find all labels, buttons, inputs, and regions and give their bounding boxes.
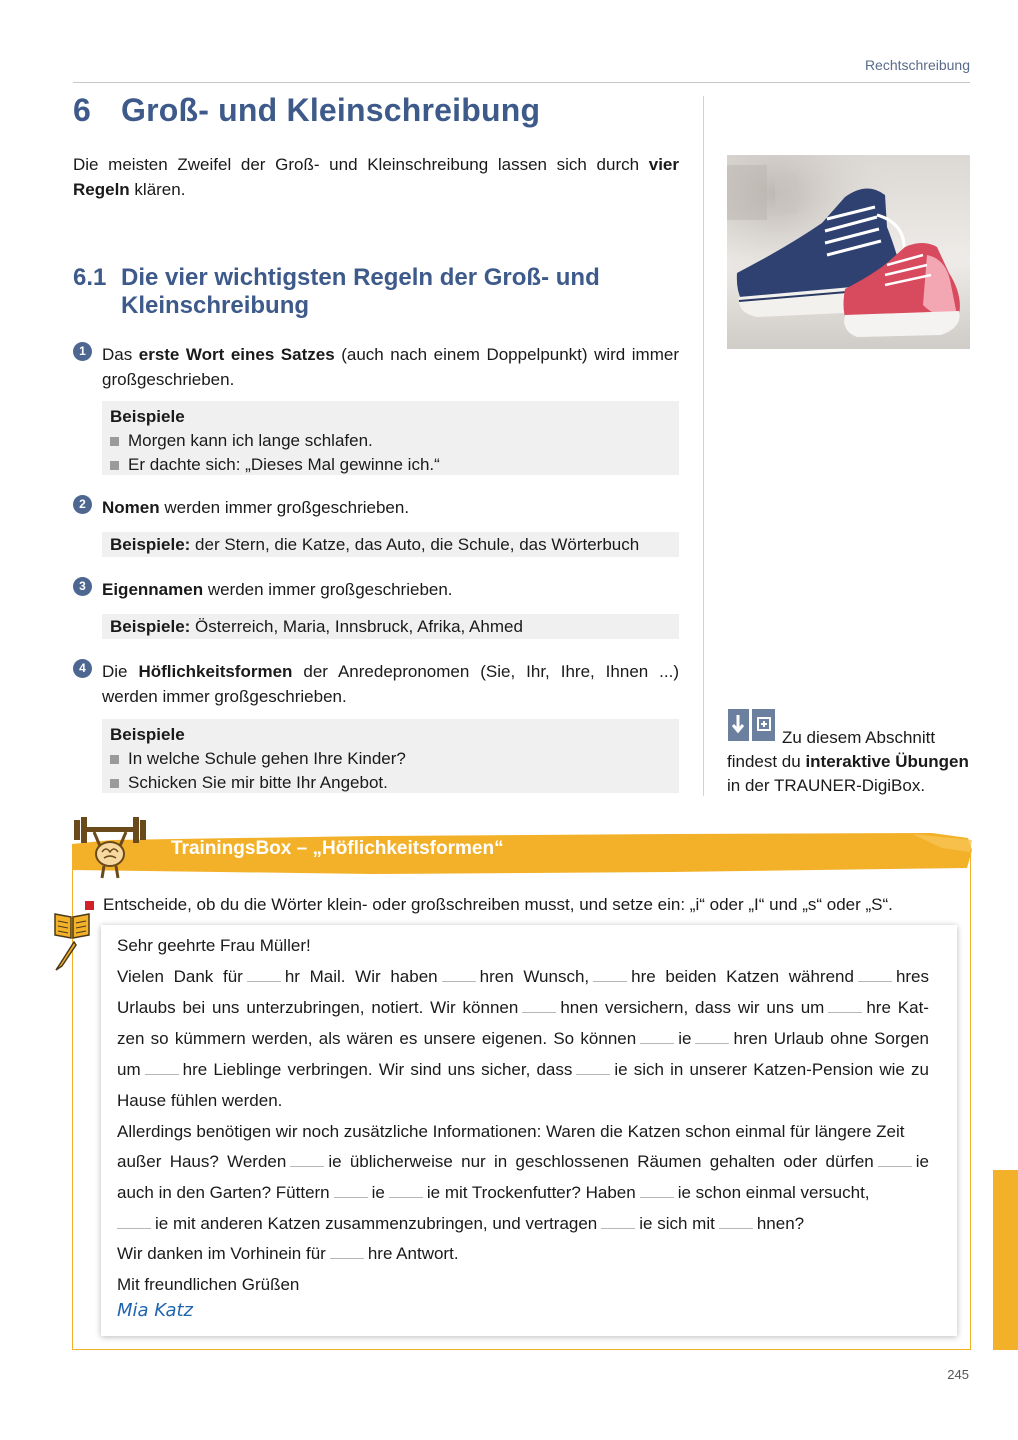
letter-text: um <box>117 1060 141 1079</box>
intro-text-end: klären. <box>129 180 186 199</box>
rule-1-bold: erste Wort eines Satzes <box>138 345 335 364</box>
rule-4-examples <box>102 719 679 793</box>
letter-text: ie üblicherweise nur in geschlossenen Räumen gehalten oder dürfen <box>328 1152 874 1171</box>
rule-number-badge: 2 <box>73 495 92 514</box>
letter-text: zen so kümmern werden, als wären es unsere eigenen. So können <box>117 1029 637 1048</box>
rule-2-text <box>102 495 679 520</box>
letter-closing: Mit freundlichen Grüßen <box>117 1275 300 1294</box>
intro-emphasis: vier Regeln <box>73 155 679 199</box>
fill-in-blank[interactable] <box>442 967 476 982</box>
letter-line: Allerdings benötigen wir noch zusätzliche Informationen: Waren die Katzen schon einmal für längere Zeit <box>117 1122 905 1141</box>
chapter-number: 6 <box>73 92 91 128</box>
rule-3-bold: Eigennamen <box>102 580 204 599</box>
letter-text: hre Kat- <box>866 998 929 1017</box>
rule-2-bold: Nomen <box>102 498 160 517</box>
fill-in-blank[interactable] <box>601 1214 635 1229</box>
letter-text: außer Haus? Werden <box>117 1152 287 1171</box>
digibox-note <box>727 726 977 798</box>
digibox-emphasis: interaktive Übungen <box>805 752 969 771</box>
letter-line <box>117 965 929 989</box>
fill-in-blank[interactable] <box>695 1029 729 1044</box>
examples-heading: Beispiele <box>110 407 185 426</box>
fill-in-blank[interactable] <box>330 1244 364 1259</box>
letter-line <box>117 1027 929 1051</box>
training-box-title: TrainingsBox – „Höflichkeitsformen“ <box>171 838 504 859</box>
letter-text: ie <box>371 1183 385 1202</box>
fill-in-blank[interactable] <box>522 998 556 1013</box>
letter-line <box>117 1058 929 1082</box>
book-pencil-icon <box>52 910 92 972</box>
column-divider <box>703 96 704 796</box>
rule-number-badge: 3 <box>73 577 92 596</box>
fill-in-blank[interactable] <box>719 1214 753 1229</box>
letter-text: hnen? <box>756 1214 805 1233</box>
letter-text: hren Wunsch, <box>479 967 590 986</box>
rule-3-post: werden immer großgeschrieben. <box>203 580 453 599</box>
letter-line <box>117 1242 929 1266</box>
intro-text: Die meisten Zweifel der Groß- und Kleinschreibung lassen sich durch <box>73 155 649 174</box>
letter-text: ie sich mit <box>639 1214 715 1233</box>
example-item: Morgen kann ich lange schlafen. <box>110 429 671 453</box>
letter-signature: Mia Katz <box>117 1300 193 1321</box>
rule-number-badge: 1 <box>73 342 92 361</box>
examples-heading: Beispiele <box>110 725 185 744</box>
letter-text: ie sich in unserer Katzen-Pension wie zu <box>614 1060 929 1079</box>
fill-in-blank[interactable] <box>593 967 627 982</box>
fill-in-blank[interactable] <box>640 1029 674 1044</box>
letter-text: hr Mail. Wir haben <box>284 967 438 986</box>
letter-text: ie schon einmal versucht, <box>677 1183 870 1202</box>
letter-line <box>117 1150 929 1174</box>
fill-in-blank[interactable] <box>878 1152 912 1167</box>
fill-in-blank[interactable] <box>117 1214 151 1229</box>
letter-line: Hause fühlen werden. <box>117 1091 283 1110</box>
rule-2-post: werden immer großgeschrieben. <box>159 498 410 517</box>
letter-text: hren Urlaub ohne Sorgen <box>733 1029 929 1048</box>
brain-weightlifter-icon <box>70 812 150 880</box>
letter-salutation: Sehr geehrte Frau Müller! <box>117 936 311 955</box>
fill-in-blank[interactable] <box>576 1060 610 1075</box>
example-item: Schicken Sie mir bitte Ihr Angebot. <box>110 771 671 795</box>
letter-text: Wir danken im Vorhinein für <box>117 1244 326 1263</box>
rule-3-examples <box>102 614 679 639</box>
examples-heading: Beispiele: <box>110 535 191 554</box>
rule-2-examples <box>102 532 679 557</box>
page-number: 245 <box>947 1367 969 1382</box>
rule-1-examples <box>102 401 679 475</box>
digibox-text-end: in der TRAUNER-DigiBox. <box>727 776 926 795</box>
examples-line: der Stern, die Katze, das Auto, die Schule, das Wörterbuch <box>195 535 640 554</box>
sneakers-photo <box>727 155 970 349</box>
letter-text: Vielen Dank für <box>117 967 243 986</box>
examples-heading: Beispiele: <box>110 617 191 636</box>
example-item: In welche Schule gehen Ihre Kinder? <box>110 747 671 771</box>
header-divider <box>73 82 970 83</box>
rule-1-text <box>102 342 679 392</box>
section-number: 6.1 <box>73 264 107 291</box>
letter-text: ie mit Trockenfutter? Haben <box>426 1183 636 1202</box>
letter-line <box>117 1181 897 1205</box>
chapter-side-tab <box>993 1170 1018 1350</box>
exercise-instruction: Entscheide, ob du die Wörter klein- oder großschreiben musst, und setze ein: „i“ oder „I“ und „s“ oder „S“. <box>103 895 893 914</box>
fill-in-blank[interactable] <box>334 1183 368 1198</box>
fill-in-blank[interactable] <box>145 1060 179 1075</box>
fill-in-blank[interactable] <box>640 1183 674 1198</box>
rule-4-pre: Die <box>102 662 139 681</box>
section-title-text: Die vier wichtigsten Regeln der Groß- und Kleinschreibung <box>121 264 600 319</box>
letter-line <box>117 1212 929 1236</box>
letter-text: ie mit anderen Katzen zusammenzubringen, und vertragen <box>155 1214 598 1233</box>
rule-4-post: der Anredepronomen (Sie, Ihr, Ihre, Ihnen ...) werden immer großgeschrieben. <box>102 662 679 706</box>
letter-text: ie <box>915 1152 929 1171</box>
rule-4-bold: Höflichkeitsformen <box>138 662 293 681</box>
rule-1-post: (auch nach einem Doppelpunkt) wird immer großgeschrieben. <box>102 345 679 389</box>
fill-in-blank[interactable] <box>858 967 892 982</box>
letter-text: hre beiden Katzen während <box>631 967 854 986</box>
section-title <box>73 264 683 320</box>
fill-in-blank[interactable] <box>828 998 862 1013</box>
rule-1-pre: Das <box>102 345 139 364</box>
chapter-title-text: Groß- und Kleinschreibung <box>121 92 541 128</box>
letter-text: hre Antwort. <box>367 1244 459 1263</box>
fill-in-blank[interactable] <box>389 1183 423 1198</box>
rule-4-text <box>102 659 679 709</box>
letter-text: Urlaubs bei uns unterzubringen, notiert. Wir können <box>117 998 519 1017</box>
rule-number-badge: 4 <box>73 659 92 678</box>
letter-line <box>117 996 929 1020</box>
letter-text: hres <box>895 967 930 986</box>
example-item: Er dachte sich: „Dieses Mal gewinne ich.“ <box>110 453 671 477</box>
letter-text: hnen versichern, dass wir uns um <box>560 998 825 1017</box>
letter-text: hre Lieblinge verbringen. Wir sind uns sicher, dass <box>182 1060 573 1079</box>
running-header: Rechtschreibung <box>864 57 970 73</box>
digibox-text: Zu diesem Abschnitt findest du <box>727 728 936 771</box>
intro-paragraph <box>73 152 679 202</box>
chapter-title <box>73 92 540 129</box>
rule-3-text <box>102 577 679 602</box>
letter-text: auch in den Garten? Füttern <box>117 1183 330 1202</box>
fill-in-blank[interactable] <box>290 1152 324 1167</box>
examples-line: Österreich, Maria, Innsbruck, Afrika, Ahmed <box>195 617 523 636</box>
red-square-bullet <box>85 901 94 910</box>
letter-text: ie <box>678 1029 692 1048</box>
fill-in-blank[interactable] <box>247 967 281 982</box>
